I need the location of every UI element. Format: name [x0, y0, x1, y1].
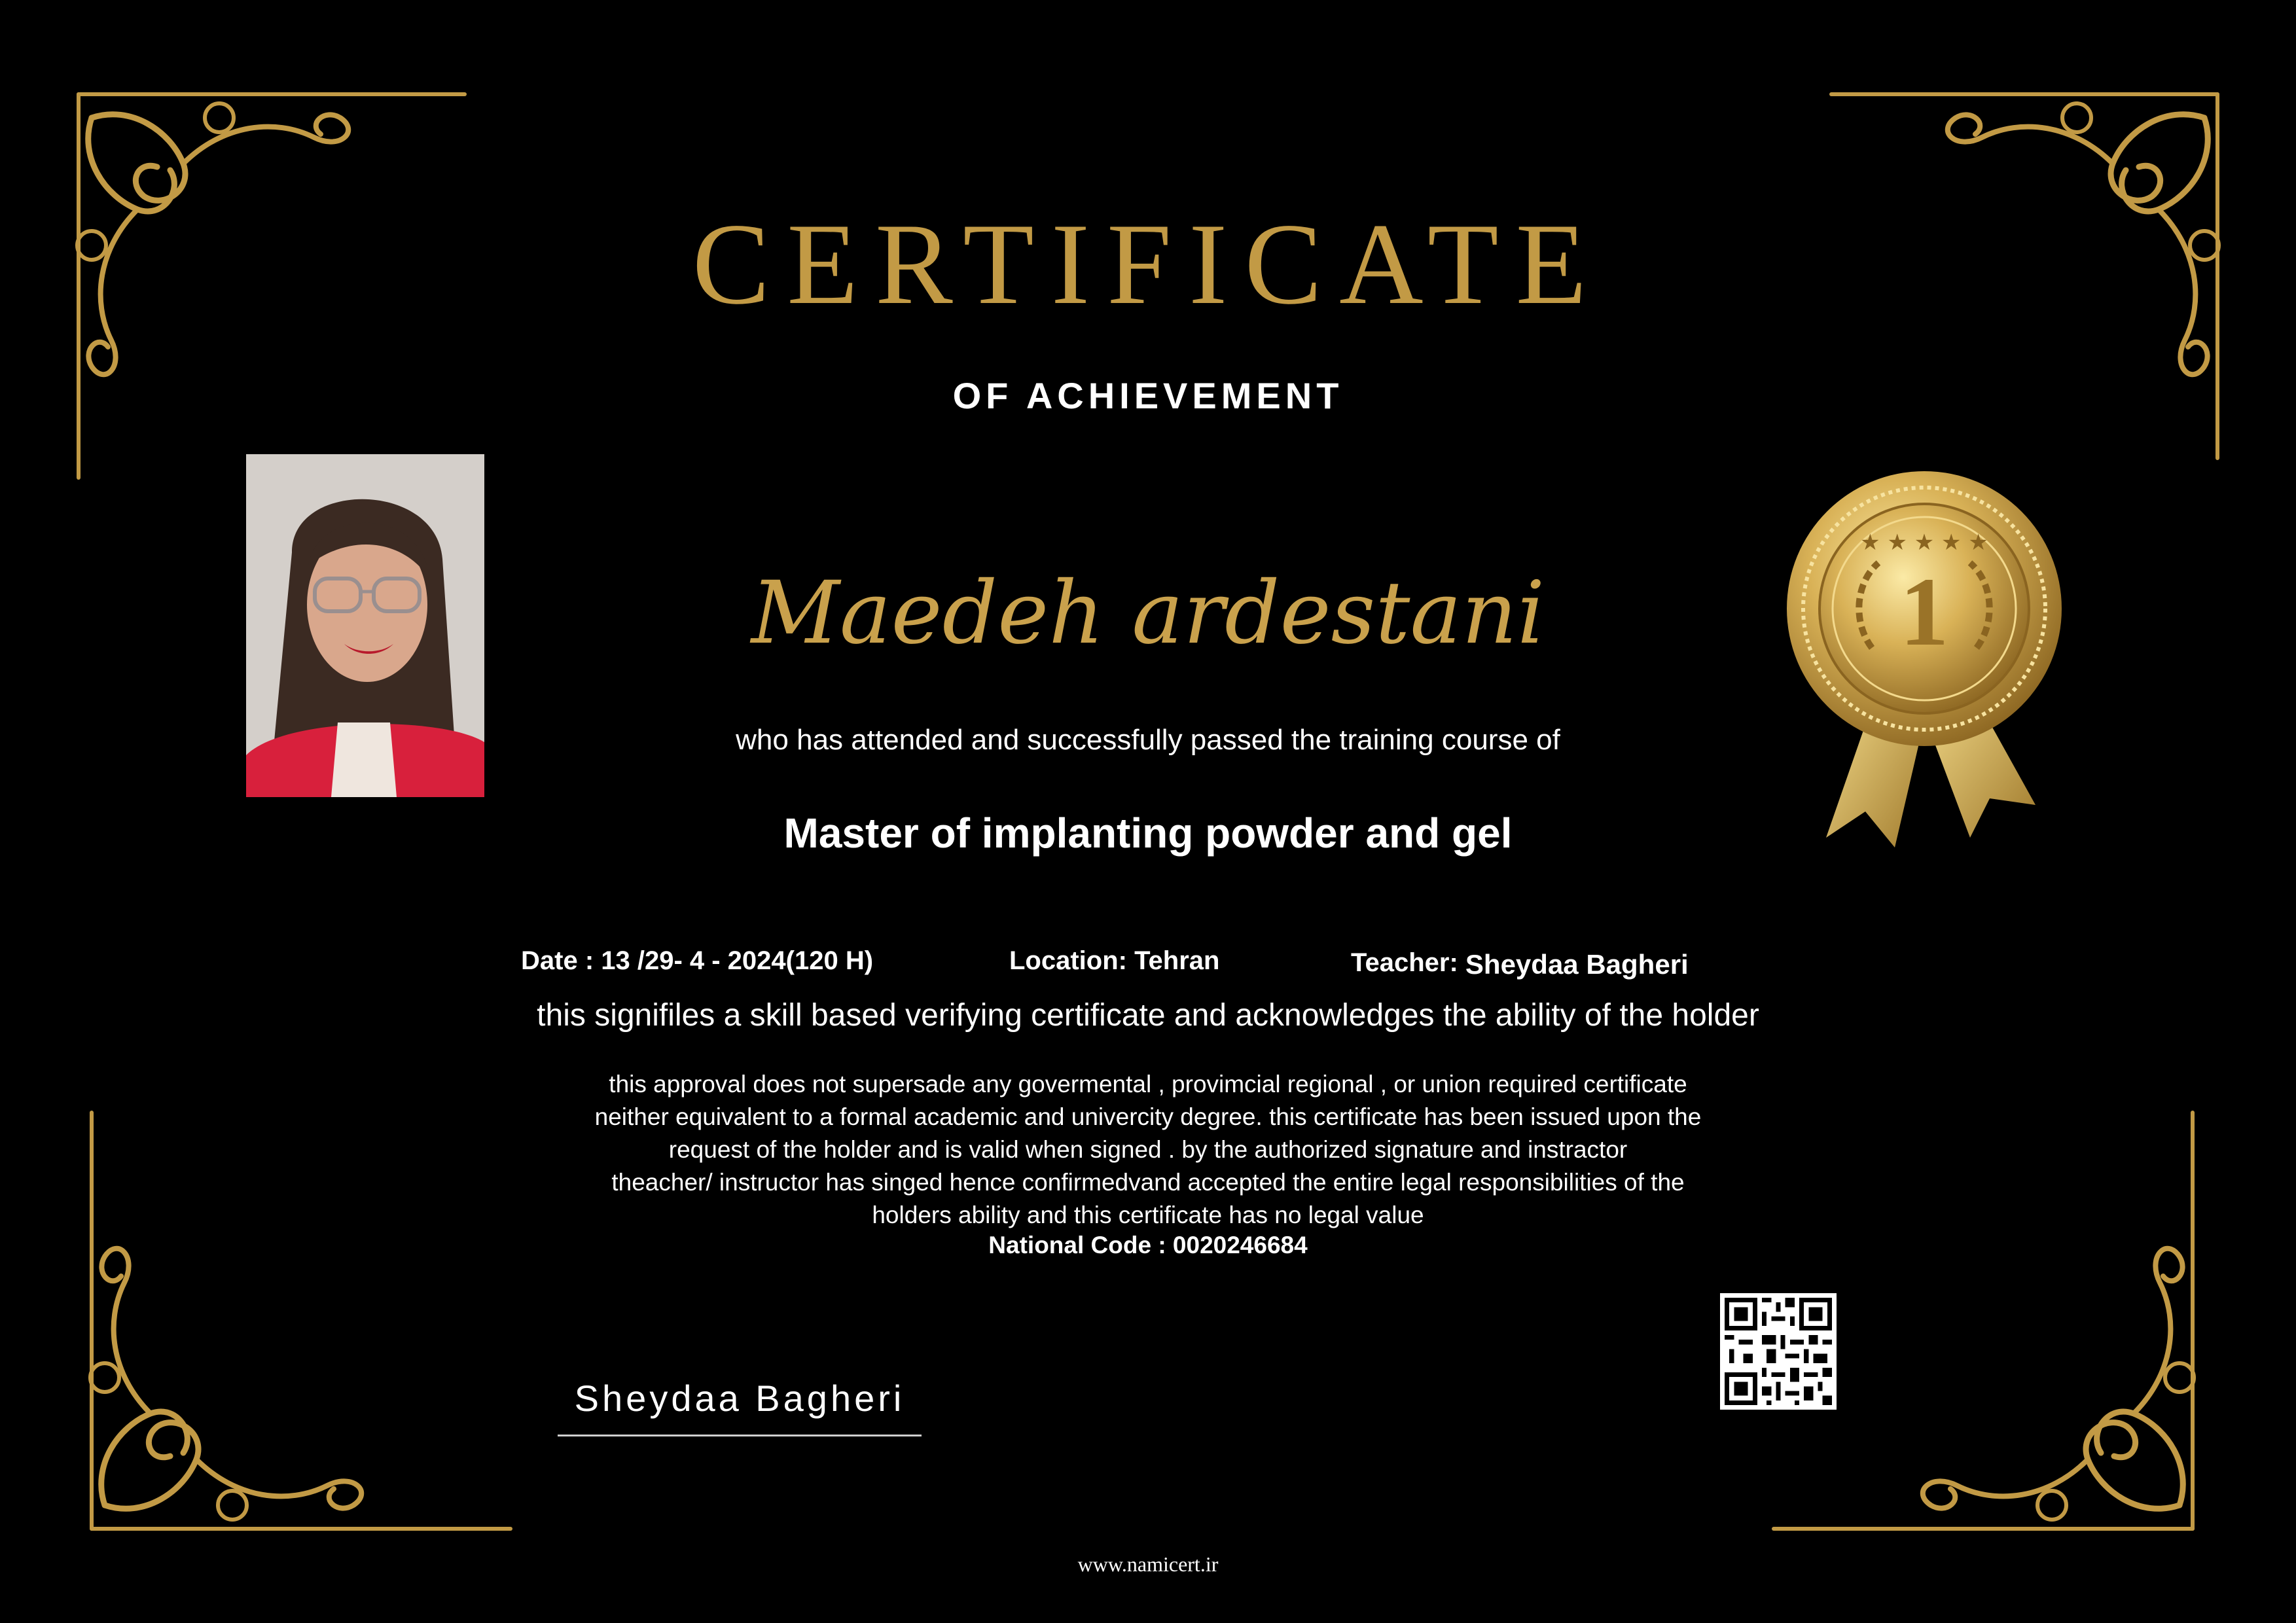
certificate-subtitle: OF ACHIEVEMENT: [952, 375, 1344, 416]
svg-text:★ ★ ★ ★ ★: ★ ★ ★ ★ ★: [1860, 529, 1988, 556]
qr-code-icon[interactable]: [1720, 1293, 1837, 1410]
certificate-title: CERTIFICATE: [692, 199, 1604, 329]
national-code: National Code : 0020246684: [988, 1232, 1308, 1258]
location-text: Location: Tehran: [1009, 946, 1220, 975]
signature-name: Sheydaa Bagheri: [574, 1378, 905, 1419]
teacher-info: [1351, 946, 1689, 978]
fine-print-line: neither equivalent to a formal academic and univercity degree. this certificate has been issued upon the: [594, 1103, 1702, 1130]
teacher-label: Teacher:: [1351, 948, 1458, 977]
fine-print-line: this approval does not supersade any govermental , provimcial regional , or union required certificate: [609, 1071, 1687, 1097]
intro-text: who has attended and successfully passed the training course of: [736, 724, 1560, 756]
course-title: Master of implanting powder and gel: [783, 810, 1513, 857]
recipient-name: Maedeh ardestani: [751, 563, 1545, 664]
seal-number: 1: [1899, 558, 1949, 666]
signifies-text: this signifiles a skill based verifying certificate and acknowledges the ability of the holder: [537, 998, 1759, 1033]
fine-print: [0, 1068, 2296, 1232]
fine-print-line: theacher/ instructor has singed hence confirmedvand accepted the entire legal responsibilities of the: [611, 1169, 1685, 1196]
teacher-name: Sheydaa Bagheri: [1465, 949, 1689, 980]
fine-print-line: request of the holder and is valid when signed . by the authorized signature and instractor: [668, 1136, 1628, 1163]
website-link[interactable]: www.namicert.ir: [1077, 1552, 1219, 1576]
gold-medal-ribbon-icon: [1780, 471, 2068, 851]
date-text: Date : 13 /29- 4 - 2024(120 H): [521, 946, 874, 975]
signature-line: [558, 1435, 922, 1436]
fine-print-line: holders ability and this certificate has no legal value: [872, 1202, 1424, 1228]
